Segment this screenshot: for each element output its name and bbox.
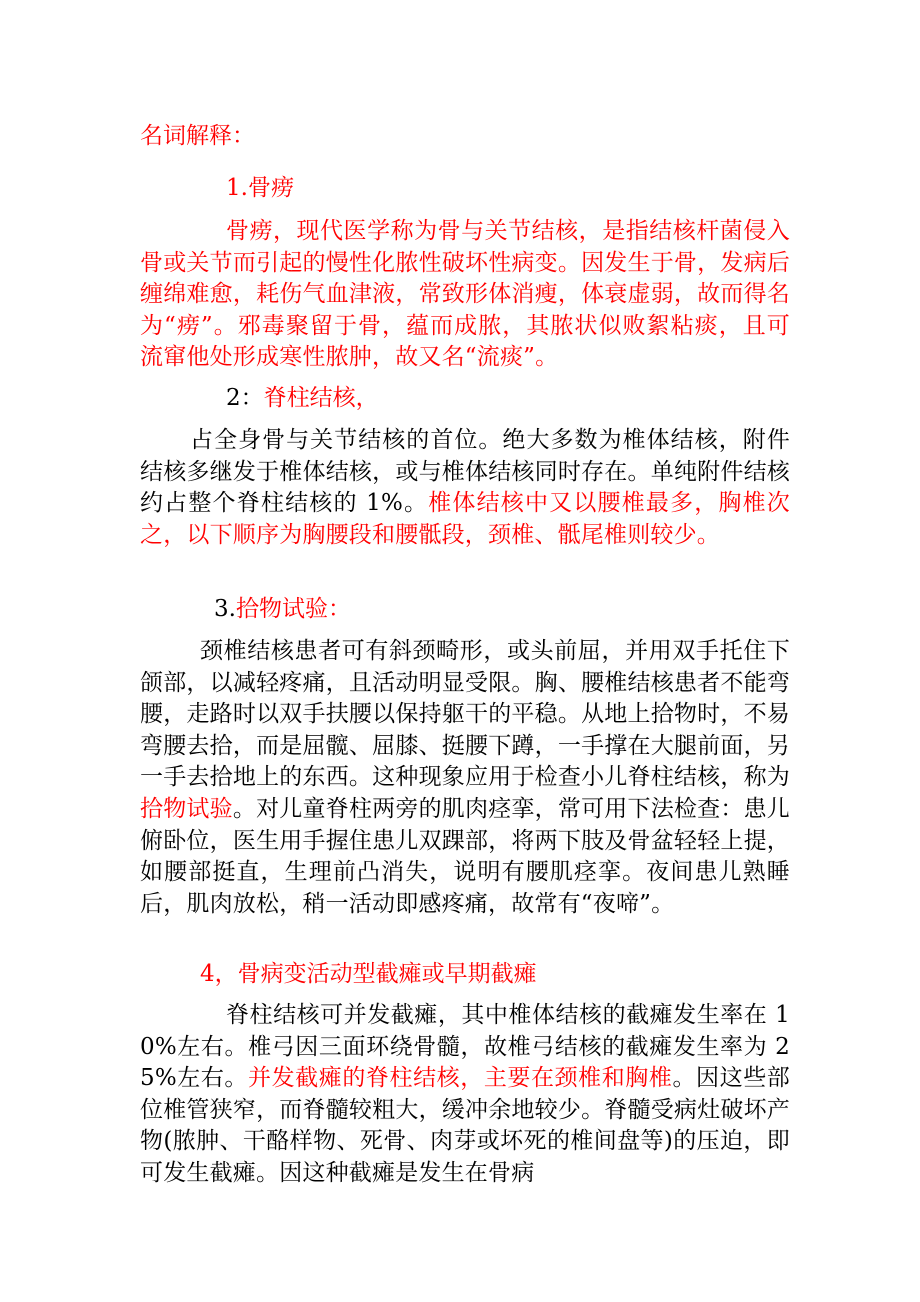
section-4-title: 骨病变活动型截瘫或早期截瘫	[237, 961, 537, 987]
section-4-text-1: 脊柱结核可并发截瘫，其中椎体结核的截瘫发生率在 10%左右。椎弓因三面环绕骨髓，故椎弓结核的截瘫发生率为 25%左右。	[140, 1002, 790, 1092]
section-3-title: 拾物试验：	[235, 596, 351, 622]
section-2-body	[140, 425, 790, 551]
section-4-heading	[200, 958, 537, 990]
section-3-text-2: 拾物试验	[140, 795, 233, 822]
section-4-body	[140, 1000, 790, 1190]
section-3-heading	[214, 593, 351, 625]
section-4-text-3: 。因这些部位椎管狭窄，而脊髓较粗大，缓冲余地较少。脊髓受病灶破坏产物(脓肿、干酪样物、死骨、肉芽或坏死的椎间盘等)的压迫，即可发生截瘫。因这种截瘫是发生在骨病	[140, 1065, 790, 1186]
section-4-text-2: 并发截瘫的脊柱结核，主要在颈椎和胸椎	[248, 1065, 673, 1092]
section-1-title: 骨痨	[247, 175, 294, 201]
section-2-text-2: 椎体结核中又以腰椎最多，胸椎次之，以下顺序为胸腰段和腰骶段，颈椎、骶尾椎则较少。	[140, 490, 790, 548]
section-3-text-1: 颈椎结核患者可有斜颈畸形，或头前屈，并用双手托住下颌部，以减轻疼痛，且活动明显受限。胸、腰椎结核患者不能弯腰，走路时以双手扶腰以保持躯干的平稳。从地上拾物时，不易弯腰去拾，而是屈髋、屈膝、挺腰下蹲，一手撑在大腿前面，另一手去拾地上的东西。这种现象应用于检查小儿脊柱结核，称为	[140, 638, 790, 791]
section-3-body	[140, 636, 790, 920]
section-1-number: 1.	[226, 175, 248, 201]
section-4-number: 4，	[200, 961, 238, 987]
section-1-heading	[226, 172, 294, 204]
section-3-text-3: 。对儿童脊柱两旁的肌肉痉挛，常可用下法检查：患儿俯卧位，医生用手握住患儿双踝部，将两下肢及骨盆轻轻上提，如腰部挺直，生理前凸消失，说明有腰肌痉挛。夜间患儿熟睡后，肌肉放松，稍一活动即感疼痛，故常有“夜啼”。	[140, 795, 790, 917]
section-1-text: 骨痨，现代医学称为骨与关节结核，是指结核杆菌侵入骨或关节而引起的慢性化脓性破坏性病变。因发生于骨，发病后缠绵难愈，耗伤气血津液，常致形体消瘦，体衰虚弱，故而得名为“痨”。邪毒聚留于骨，蕴而成脓，其脓状似败絮粘痰，且可流窜他处形成寒性脓肿，故又名“流痰”。	[140, 218, 790, 371]
section-2-text-1: 占全身骨与关节结核的首位。绝大多数为椎体结核，附件结核多继发于椎体结核，或与椎体结核同时存在。单纯附件结核约占整个脊柱结核的 1%。	[140, 427, 790, 517]
section-1-body	[140, 216, 790, 374]
section-2-heading	[226, 382, 379, 414]
section-2-title: 脊柱结核，	[263, 385, 379, 411]
page-title: 名词解释：	[140, 123, 255, 149]
section-3-number: 3.	[214, 596, 236, 622]
section-2-number: 2：	[226, 385, 264, 411]
